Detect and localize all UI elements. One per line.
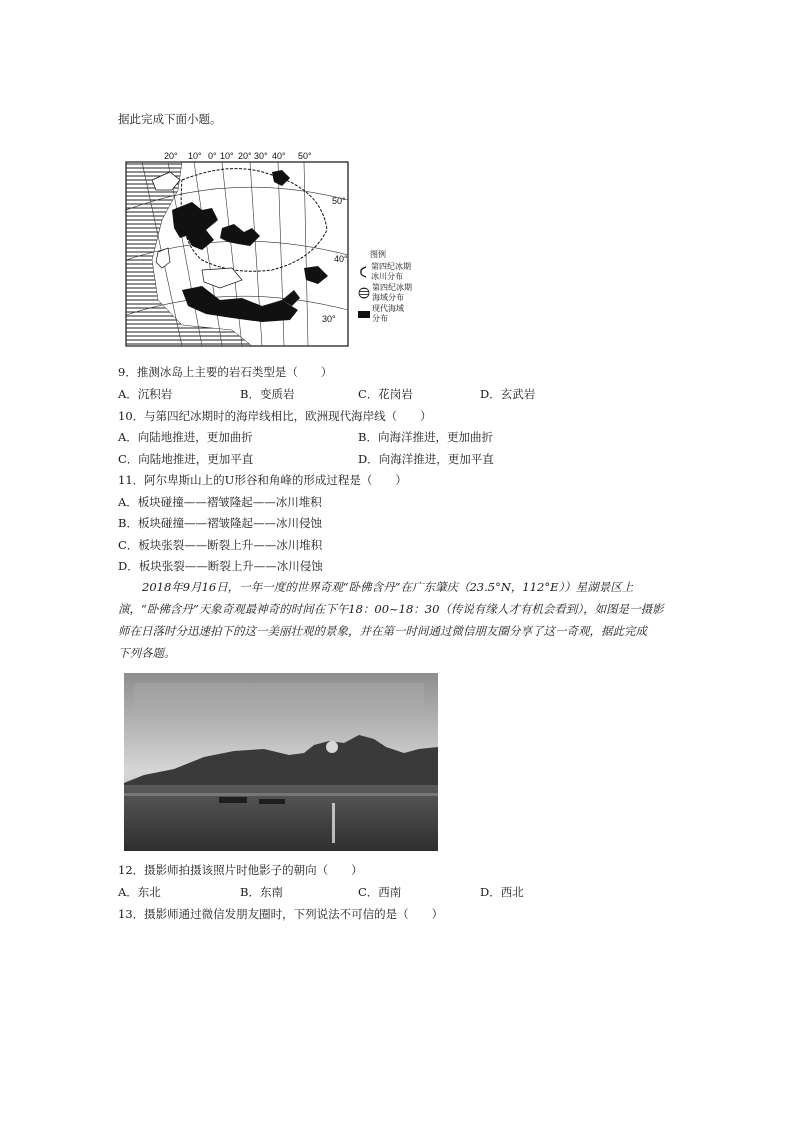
europe-glaciation-map bbox=[122, 150, 352, 350]
sunset-lake-photo bbox=[124, 673, 438, 851]
q9-option-c: C．花岗岩 bbox=[358, 387, 413, 401]
q12-option-a: A．东北 bbox=[118, 885, 161, 899]
legend-title: 图例 bbox=[370, 250, 386, 259]
legend-item-modern-sea bbox=[358, 304, 438, 324]
legend-label: 冰川分布 bbox=[371, 272, 403, 281]
q10-option-a: A．向陆地推进，更加曲折 bbox=[118, 430, 253, 444]
q11-option-b: B．板块碰撞——褶皱隆起——冰川侵蚀 bbox=[118, 516, 322, 530]
glacier-boundary-icon bbox=[358, 266, 368, 278]
q11-option-c: C．板块张裂——断裂上升——冰川堆积 bbox=[118, 538, 323, 552]
question-12-stem: 12．摄影师拍摄该照片时他影子的朝向（ ） bbox=[118, 863, 363, 877]
lon-label: 10° bbox=[220, 151, 234, 161]
black-rectangle-icon bbox=[358, 311, 370, 318]
legend-label: 分布 bbox=[372, 314, 388, 323]
lat-label: 50° bbox=[332, 196, 346, 206]
lat-label: 40° bbox=[334, 254, 348, 264]
passage-line: 演，“卧佛含丹”天象奇观最神奇的时间在下午18：00~18：30（传说有缘人才有机会看到），如图是一摄影 bbox=[118, 602, 664, 616]
legend-item-sea bbox=[358, 283, 438, 303]
legend-item-glacier bbox=[358, 262, 438, 282]
legend-label: 现代海域 bbox=[372, 304, 404, 313]
lon-label: 40° bbox=[272, 151, 286, 161]
q12-option-d: D．西北 bbox=[480, 885, 524, 899]
q9-option-b: B．变质岩 bbox=[240, 387, 295, 401]
legend-label: 第四纪冰期 bbox=[371, 262, 411, 271]
intro-text: 据此完成下面小题。 bbox=[118, 112, 222, 126]
q12-option-b: B．东南 bbox=[240, 885, 283, 899]
lon-label: 30° bbox=[254, 151, 268, 161]
lat-label: 30° bbox=[322, 314, 336, 324]
striped-circle-icon bbox=[358, 287, 370, 299]
lon-label: 0° bbox=[208, 151, 217, 161]
lon-label: 20° bbox=[164, 151, 178, 161]
passage bbox=[118, 576, 688, 664]
question-10-stem: 10．与第四纪冰期时的海岸线相比，欧洲现代海岸线（ ） bbox=[118, 409, 432, 423]
passage-line: 师在日落时分迅速拍下的这一美丽壮观的景象，并在第一时间通过微信朋友圈分享了这一奇观，据此完成 bbox=[118, 624, 647, 638]
q10-option-b: B．向海洋推进，更加曲折 bbox=[358, 430, 493, 444]
legend-label: 海域分布 bbox=[372, 293, 404, 302]
passage-line: 下列各题。 bbox=[118, 646, 176, 660]
map-legend bbox=[358, 250, 438, 324]
q12-option-c: C．西南 bbox=[358, 885, 402, 899]
legend-label: 第四纪冰期 bbox=[372, 283, 412, 292]
passage-line: 2018年9月16日，一年一度的世界奇观“卧佛含丹”在广东肇庆（23.5°N，112°E））星湖景区上 bbox=[142, 580, 634, 594]
question-9-stem: 9．推测冰岛上主要的岩石类型是（ ） bbox=[118, 365, 333, 379]
lon-label: 10° bbox=[188, 151, 202, 161]
lon-label: 50° bbox=[298, 151, 312, 161]
lon-label: 20° bbox=[238, 151, 252, 161]
q10-option-c: C．向陆地推进，更加平直 bbox=[118, 452, 254, 466]
q9-option-d: D．玄武岩 bbox=[480, 387, 536, 401]
question-11-stem: 11．阿尔卑斯山上的U形谷和角峰的形成过程是（ ） bbox=[118, 473, 407, 487]
q11-option-a: A．板块碰撞——褶皱隆起——冰川堆积 bbox=[118, 495, 322, 509]
question-13-stem: 13．摄影师通过微信发朋友圈时，下列说法不可信的是（ ） bbox=[118, 907, 444, 921]
q10-option-d: D．向海洋推进，更加平直 bbox=[358, 452, 494, 466]
q9-option-a: A．沉积岩 bbox=[118, 387, 173, 401]
q11-option-d: D．板块张裂——断裂上升——冰川侵蚀 bbox=[118, 559, 323, 573]
